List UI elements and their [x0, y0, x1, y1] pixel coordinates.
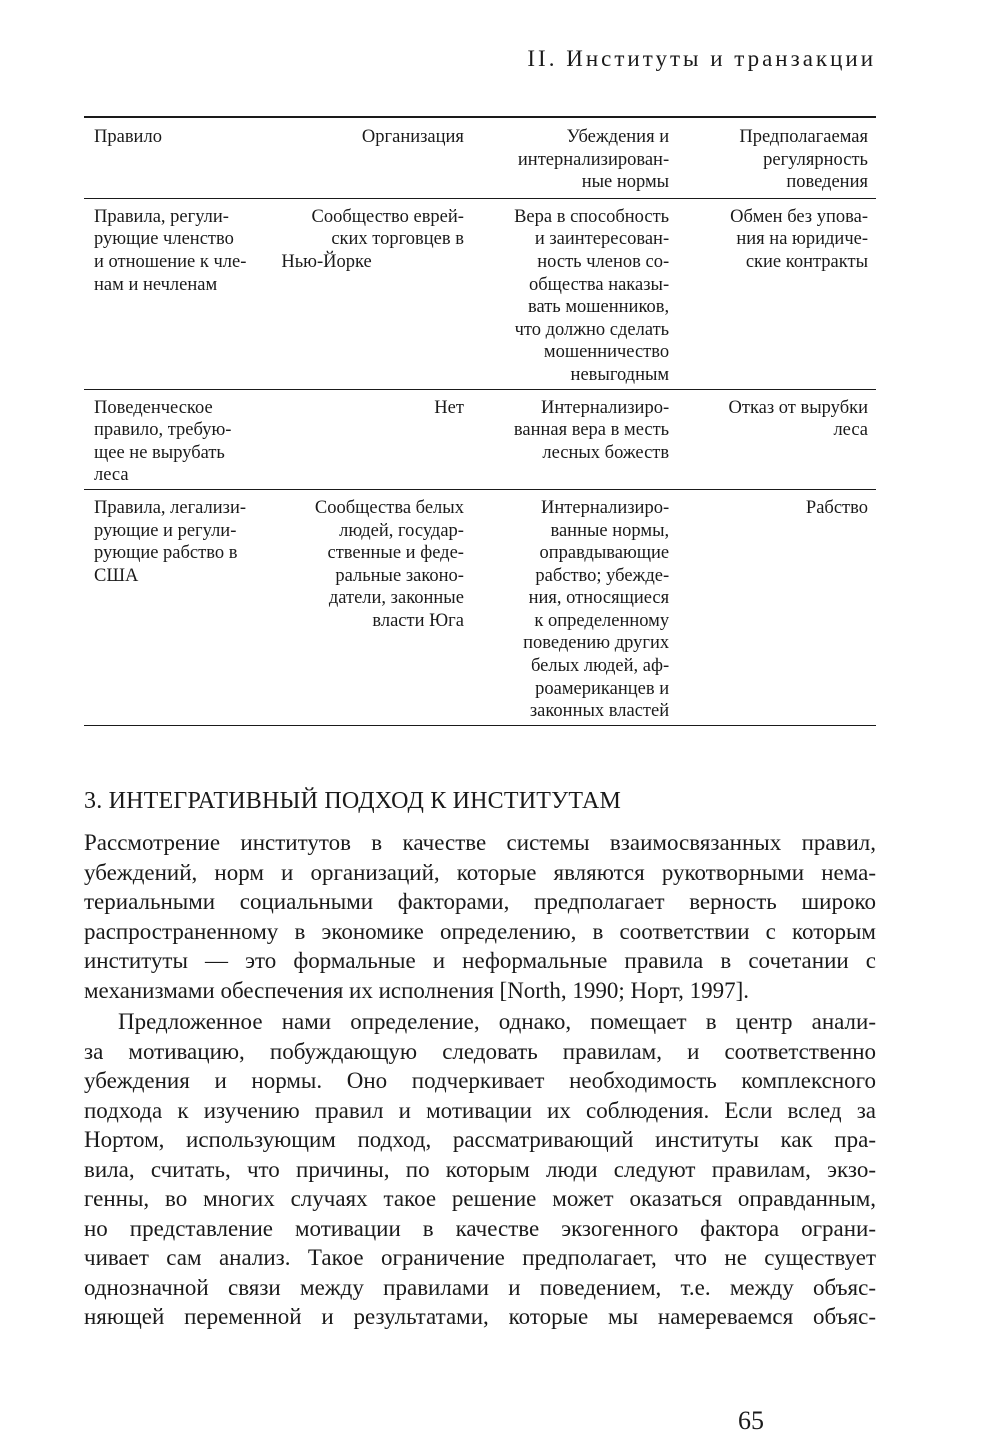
table-row	[84, 198, 876, 389]
text-line: чивает сам анализ. Такое ограничение предполагает, что не существует	[84, 1245, 876, 1270]
header-cell-beliefs: Убеждения и интернализирован- ные нормы	[474, 117, 679, 198]
text-line: но представление мотивации в качестве экзогенного фактора ограни-	[84, 1215, 876, 1241]
header-cell-regularity: Предполагаемая регулярность поведения	[679, 117, 876, 198]
text-line: Рассмотрение институтов в качестве системы взаимосвязанных правил,	[84, 830, 876, 855]
table-cell: Вера в способность и заинтересован- ность членов со- общества наказы- вать мошенников, что должно сделать мошенничество невыгодным	[474, 198, 679, 389]
institutions-table	[84, 116, 876, 726]
text-line: механизмами обеспечения их исполнения [North, 1990; Норт, 1997].	[84, 977, 750, 1003]
text-line: подхода к изучению правил и мотивации их соблюдения. Если вслед за	[84, 1097, 876, 1123]
table-cell: Интернализиро- ванная вера в месть лесных божеств	[474, 389, 679, 489]
text-line: распространенному в экономике определению, в соответствии с которым	[84, 918, 876, 944]
section-heading: 3. ИНТЕГРАТИВНЫЙ ПОДХОД К ИНСТИТУТАМ	[84, 788, 622, 814]
text-line: однозначной связи между правилами и поведением, т.е. между объяс-	[84, 1274, 876, 1300]
text-line: вила, считать, что причины, по которым люди следуют правилам, экзо-	[84, 1156, 876, 1182]
header-cell-organization: Организация	[281, 117, 474, 198]
table-row	[84, 489, 876, 725]
running-head: II. Институты и транзакции	[527, 46, 876, 71]
text-line: генны, во многих случаях такое решение может оказаться оправданным,	[84, 1186, 876, 1211]
table-cell: Обмен без упова- ния на юридиче- ские контракты	[679, 198, 876, 389]
header-cell-rule: Правило	[84, 117, 281, 198]
page-number: 65	[738, 1406, 764, 1435]
text-line: за мотивацию, побуждающую следовать правилам, и соответственно	[84, 1038, 876, 1064]
text-line: териальными социальными факторами, предполагает верность широко	[84, 889, 876, 914]
table-cell: Отказ от вырубки леса	[679, 389, 876, 489]
table-row	[84, 389, 876, 489]
paragraph	[84, 1007, 876, 1332]
table-cell: Поведенческое правило, требую- щее не вырубать леса	[84, 389, 281, 489]
text-line: Предложенное нами определение, однако, помещает в центр анали-	[118, 1009, 876, 1034]
body-text	[84, 828, 876, 1332]
table-cell: Правила, легализи- рующие и регули- рующие рабство в США	[84, 489, 281, 725]
table-cell: Нет	[281, 389, 474, 489]
text-line: институты — это формальные и неформальные правила в сочетании с	[84, 948, 876, 973]
table-cell: Интернализиро- ванные нормы, оправдывающие рабство; убежде- ния, относящиеся к определенному поведению других белых людей, аф- роамериканцев и законных властей	[474, 489, 679, 725]
table-cell: Сообщество еврей- ских торговцев в Нью-Йорке	[281, 198, 474, 389]
table-cell: Правила, регули- рующие членство и отношение к чле- нам и нечленам	[84, 198, 281, 389]
table-cell: Сообщества белых людей, государ- ственные и феде- ральные законо- датели, законные власти Юга	[281, 489, 474, 725]
text-line: убеждения и нормы. Оно подчеркивает необходимость комплексного	[84, 1068, 876, 1093]
paragraph	[84, 828, 876, 1005]
text-line: Нортом, использующим подход, рассматривающий институты как пра-	[84, 1127, 876, 1152]
table-cell: Рабство	[679, 489, 876, 725]
text-line: убеждений, норм и организаций, которые являются рукотворными нема-	[84, 859, 876, 885]
table-header-row	[84, 117, 876, 198]
text-line: няющей переменной и результатами, которые мы намереваемся объяс-	[84, 1304, 876, 1329]
